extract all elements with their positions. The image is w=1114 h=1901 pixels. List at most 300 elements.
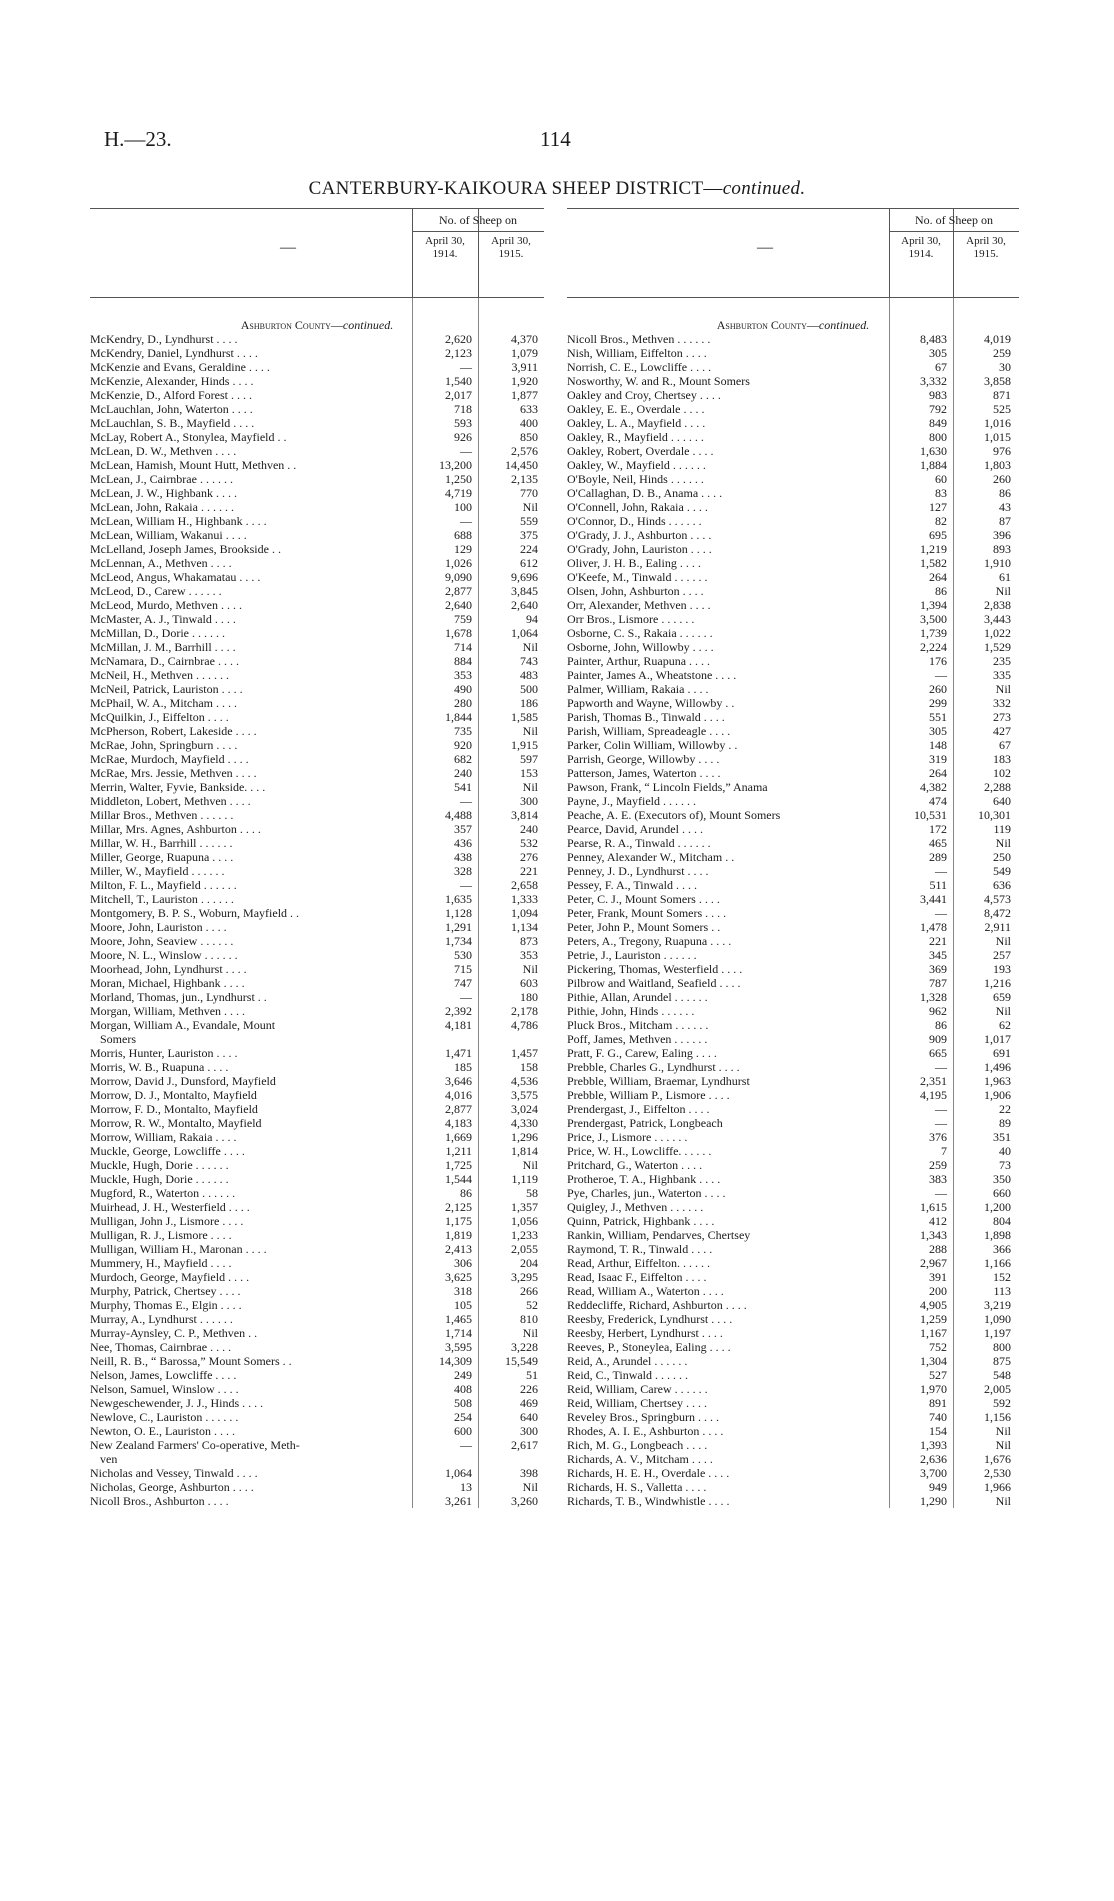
owner-name: O'Callaghan, D. B., Anama . . . . (567, 486, 723, 500)
sheep-1915: 976 (993, 444, 1011, 458)
sheep-1915: 273 (993, 710, 1011, 724)
table-row (90, 1102, 544, 1116)
table-row (90, 388, 544, 402)
table-row (90, 738, 544, 752)
sheep-1914: 4,719 (445, 486, 472, 500)
owner-name: Papworth and Wayne, Willowby . . (567, 696, 735, 710)
owner-name: Oliver, J. H. B., Ealing . . . . (567, 556, 701, 570)
sheep-1914: 1,471 (445, 1046, 472, 1060)
sheep-1915: 548 (993, 1368, 1011, 1382)
sheep-1915: 350 (993, 1172, 1011, 1186)
sheep-1914: 305 (929, 724, 947, 738)
owner-name: McLeod, D., Carew . . . . . . (90, 584, 222, 598)
table-row (567, 1312, 1019, 1326)
owner-name: Muirhead, J. H., Westerfield . . . . (90, 1200, 250, 1214)
owner-name: McLauchlan, S. B., Mayfield . . . . (90, 416, 255, 430)
sheep-1915: 4,019 (984, 332, 1011, 346)
sheep-1914: 254 (454, 1410, 472, 1424)
sheep-1914: 891 (929, 1396, 947, 1410)
sheep-1915: 1,585 (511, 710, 538, 724)
table-row (567, 654, 1019, 668)
sheep-1915: Nil (995, 934, 1011, 948)
sheep-1915: 94 (526, 612, 538, 626)
owner-name: Nee, Thomas, Cairnbrae . . . . (90, 1340, 232, 1354)
sheep-1914: 1,544 (445, 1172, 472, 1186)
owner-name: McKenzie, D., Alford Forest . . . . (90, 388, 252, 402)
owner-name: Richards, H. E. H., Overdale . . . . (567, 1466, 730, 1480)
sheep-1915: 87 (999, 514, 1011, 528)
sheep-1914: — (460, 360, 472, 374)
table-row (90, 1340, 544, 1354)
owner-name: Prendergast, Patrick, Longbeach (567, 1116, 723, 1130)
owner-name: Pearse, R. A., Tinwald . . . . . . (567, 836, 711, 850)
sheep-1914: 1,540 (445, 374, 472, 388)
table-row (567, 1074, 1019, 1088)
table-row (567, 1116, 1019, 1130)
owner-name: McQuilkin, J., Eiffelton . . . . (90, 710, 229, 724)
sheep-1915: 2,911 (984, 920, 1011, 934)
table-row (90, 822, 544, 836)
sheep-1914: — (460, 444, 472, 458)
sheep-1914: 288 (929, 1242, 947, 1256)
owner-name: O'Connell, John, Rakaia . . . . (567, 500, 708, 514)
sheep-1914: 1,175 (445, 1214, 472, 1228)
sheep-1914: 1,290 (920, 1494, 947, 1508)
sheep-1914: 83 (935, 486, 947, 500)
table-row (567, 724, 1019, 738)
sheep-1914: 3,700 (920, 1466, 947, 1480)
table-row (567, 1172, 1019, 1186)
sheep-1914: 600 (454, 1424, 472, 1438)
table-row (567, 332, 1019, 346)
sheep-1914: 376 (929, 1130, 947, 1144)
table-row (90, 1200, 544, 1214)
table-row (567, 850, 1019, 864)
sheep-1915: 804 (993, 1214, 1011, 1228)
table-row (90, 668, 544, 682)
sheep-1914: 1,328 (920, 990, 947, 1004)
sheep-1915: Nil (995, 1424, 1011, 1438)
sheep-1915: 260 (993, 472, 1011, 486)
owner-name: McLauchlan, John, Waterton . . . . (90, 402, 253, 416)
sheep-1915: 58 (526, 1186, 538, 1200)
owner-name: Reesby, Frederick, Lyndhurst . . . . (567, 1312, 733, 1326)
sheep-1914: 154 (929, 1424, 947, 1438)
owner-name: Oakley, E. E., Overdale . . . . (567, 402, 705, 416)
sheep-1915: 300 (520, 1424, 538, 1438)
sheep-1914: 319 (929, 752, 947, 766)
sheep-1914: — (460, 514, 472, 528)
sheep-1914: 7 (941, 1144, 947, 1158)
table-row (567, 738, 1019, 752)
sheep-1914: — (935, 668, 947, 682)
sheep-1914: 86 (935, 1018, 947, 1032)
table-row (567, 1368, 1019, 1382)
owner-name: Reeves, P., Stoneylea, Ealing . . . . (567, 1340, 731, 1354)
sheep-1915: 2,617 (511, 1438, 538, 1452)
owner-name: Oakley, W., Mayfield . . . . . . (567, 458, 706, 472)
owner-name: Read, Isaac F., Eiffelton . . . . (567, 1270, 707, 1284)
sheep-1914: 909 (929, 1032, 947, 1046)
owner-name: Nicoll Bros., Ashburton . . . . (90, 1494, 229, 1508)
owner-name: Morrow, William, Rakaia . . . . (90, 1130, 237, 1144)
table-row (90, 1480, 544, 1494)
sheep-1914: 391 (929, 1270, 947, 1284)
table-row (567, 892, 1019, 906)
owner-name: McPherson, Robert, Lakeside . . . . (90, 724, 257, 738)
table-row (90, 1382, 544, 1396)
sheep-1915: 4,370 (511, 332, 538, 346)
owner-name: Mitchell, T., Lauriston . . . . . . (90, 892, 234, 906)
sheep-1914: 14,309 (439, 1354, 472, 1368)
owner-name: Morrow, R. W., Montalto, Mayfield (90, 1116, 262, 1130)
table-row (567, 458, 1019, 472)
owner-name: Nicoll Bros., Methven . . . . . . (567, 332, 711, 346)
sheep-1915: 559 (520, 514, 538, 528)
owner-name: Reid, C., Tinwald . . . . . . (567, 1368, 689, 1382)
sheep-1915: Nil (522, 500, 538, 514)
owner-name: McLean, William, Wakanui . . . . (90, 528, 247, 542)
table-row (567, 556, 1019, 570)
owner-name: Richards, H. S., Valletta . . . . (567, 1480, 707, 1494)
sheep-1915: 2,640 (511, 598, 538, 612)
sheep-1915: 893 (993, 542, 1011, 556)
owner-name: Nosworthy, W. and R., Mount Somers (567, 374, 750, 388)
sheep-1914: 511 (929, 878, 947, 892)
table-row (567, 780, 1019, 794)
sheep-1914: 551 (929, 710, 947, 724)
owner-name: O'Connor, D., Hinds . . . . . . (567, 514, 702, 528)
table-row (90, 1424, 544, 1438)
sheep-1914: 1,219 (920, 542, 947, 556)
sheep-1915: 1,200 (984, 1200, 1011, 1214)
sheep-1914: 4,195 (920, 1088, 947, 1102)
sheep-1915: Nil (522, 640, 538, 654)
table-row (90, 402, 544, 416)
table-row (567, 1018, 1019, 1032)
sheep-1915: 1,357 (511, 1200, 538, 1214)
table-row (90, 1438, 544, 1452)
owner-name: Pickering, Thomas, Westerfield . . . . (567, 962, 743, 976)
owner-name: Parrish, George, Willowby . . . . (567, 752, 720, 766)
sheep-1915: 67 (999, 738, 1011, 752)
col-1915-heading: April 30, 1915. (966, 235, 1006, 260)
owner-name: Price, W. H., Lowcliffe. . . . . . (567, 1144, 712, 1158)
page-number: 114 (540, 127, 571, 151)
table-row (567, 906, 1019, 920)
sheep-1914: — (935, 1102, 947, 1116)
table-row (90, 444, 544, 458)
table-row (90, 1312, 544, 1326)
table-row (567, 1158, 1019, 1172)
table-row (90, 1032, 544, 1046)
owner-name: Pawson, Frank, “ Lincoln Fields,” Anama (567, 780, 768, 794)
right-rows (567, 332, 1019, 1508)
owner-name: Pilbrow and Waitland, Seafield . . . . (567, 976, 741, 990)
sheep-1914: 299 (929, 696, 947, 710)
table-row (90, 1284, 544, 1298)
table-row (567, 542, 1019, 556)
sheep-1914: 714 (454, 640, 472, 654)
owner-name: Reveley Bros., Springburn . . . . (567, 1410, 719, 1424)
table-row (567, 920, 1019, 934)
sheep-1914: 185 (454, 1060, 472, 1074)
owner-name: McLean, D. W., Methven . . . . (90, 444, 237, 458)
owner-name: Muckle, Hugh, Dorie . . . . . . (90, 1158, 229, 1172)
table-row (567, 1396, 1019, 1410)
sheep-1915: 398 (520, 1466, 538, 1480)
table-row (567, 864, 1019, 878)
table-row (90, 808, 544, 822)
sheep-1914: 1,064 (445, 1466, 472, 1480)
sheep-1915: 2,055 (511, 1242, 538, 1256)
sheep-1915: 810 (520, 1312, 538, 1326)
sheep-1914: 105 (454, 1298, 472, 1312)
sheep-1915: 469 (520, 1396, 538, 1410)
owner-name: McLean, John, Rakaia . . . . . . (90, 500, 234, 514)
owner-name: Petrie, J., Lauriston . . . . . . (567, 948, 697, 962)
owner-name: Mugford, R., Waterton . . . . . . (90, 1186, 236, 1200)
owner-name: McNamara, D., Cairnbrae . . . . (90, 654, 239, 668)
table-row (90, 1186, 544, 1200)
sheep-1914: 259 (929, 1158, 947, 1172)
owner-name: McLeod, Murdo, Methven . . . . (90, 598, 242, 612)
sheep-1915: 226 (520, 1382, 538, 1396)
table-row (567, 626, 1019, 640)
right-table (567, 208, 1019, 1508)
owner-name: McMaster, A. J., Tinwald . . . . (90, 612, 236, 626)
sheep-1915: Nil (522, 724, 538, 738)
sheep-1915: 592 (993, 1396, 1011, 1410)
table-row (90, 1368, 544, 1382)
sheep-1915: 3,911 (511, 360, 538, 374)
sheep-1915: 636 (993, 878, 1011, 892)
sheep-1915: 266 (520, 1284, 538, 1298)
owner-name: Parker, Colin William, Willowby . . (567, 738, 738, 752)
owner-name: Murray-Aynsley, C. P., Methven . . (90, 1326, 258, 1340)
sheep-1914: 306 (454, 1256, 472, 1270)
table-row (567, 514, 1019, 528)
owner-name: Morris, W. B., Ruapuna . . . . (90, 1060, 229, 1074)
table-row (567, 1382, 1019, 1396)
sheep-1914: 541 (454, 780, 472, 794)
owner-name: Rankin, William, Pendarves, Chertsey (567, 1228, 751, 1242)
table-row (567, 388, 1019, 402)
sheep-1915: 4,330 (511, 1116, 538, 1130)
sheep-1914: 983 (929, 388, 947, 402)
sheep-1915: 1,963 (984, 1074, 1011, 1088)
owner-name: Nelson, James, Lowcliffe . . . . (90, 1368, 237, 1382)
table-row (90, 514, 544, 528)
owner-name: Miller, George, Ruapuna . . . . (90, 850, 234, 864)
table-row (90, 850, 544, 864)
table-row (567, 1144, 1019, 1158)
sheep-1914: — (460, 1438, 472, 1452)
sheep-1914: 527 (929, 1368, 947, 1382)
sheep-1914: 593 (454, 416, 472, 430)
owner-name: Newgeschewender, J. J., Hinds . . . . (90, 1396, 264, 1410)
sheep-1914: 792 (929, 402, 947, 416)
table-row (567, 640, 1019, 654)
table-row (90, 1466, 544, 1480)
sheep-1914: 800 (929, 430, 947, 444)
sheep-1915: 15,549 (505, 1354, 538, 1368)
sheep-1915: 3,858 (984, 374, 1011, 388)
table-row (90, 654, 544, 668)
right-column-header (567, 208, 1019, 298)
owner-name: Nelson, Samuel, Winslow . . . . (90, 1382, 239, 1396)
sheep-1914: 2,017 (445, 388, 472, 402)
sheep-1915: 332 (993, 696, 1011, 710)
owner-name: Millar, W. H., Barrhill . . . . . . (90, 836, 233, 850)
sheep-1915: 61 (999, 570, 1011, 584)
table-row (90, 962, 544, 976)
sheep-1914: 1,026 (445, 556, 472, 570)
sheep-1915: 612 (520, 556, 538, 570)
sheep-1915: 633 (520, 402, 538, 416)
table-row (567, 822, 1019, 836)
sheep-1915: 102 (993, 766, 1011, 780)
owner-name: Nish, William, Eiffelton . . . . (567, 346, 707, 360)
owner-name: Pearce, David, Arundel . . . . (567, 822, 703, 836)
owner-name: Poff, James, Methven . . . . . . (567, 1032, 708, 1046)
sheep-1914: 682 (454, 752, 472, 766)
col-1914-heading: April 30, 1914. (901, 235, 941, 260)
owner-name: Patterson, James, Waterton . . . . (567, 766, 721, 780)
sheep-1915: Nil (995, 1438, 1011, 1452)
sheep-1914: 474 (929, 794, 947, 808)
sheep-1915: 427 (993, 724, 1011, 738)
sheep-1914: 465 (929, 836, 947, 850)
sheep-1915: 3,024 (511, 1102, 538, 1116)
table-row (90, 836, 544, 850)
owner-name: Palmer, William, Rakaia . . . . (567, 682, 709, 696)
owner-name: Osborne, C. S., Rakaia . . . . . . (567, 626, 713, 640)
sheep-1914: 926 (454, 430, 472, 444)
owner-name: Pritchard, G., Waterton . . . . (567, 1158, 703, 1172)
table-row (567, 1186, 1019, 1200)
sheep-1914: 1,669 (445, 1130, 472, 1144)
owner-name: Reid, A., Arundel . . . . . . (567, 1354, 688, 1368)
sheep-1915: 51 (526, 1368, 538, 1382)
sheep-1915: 40 (999, 1144, 1011, 1158)
sheep-1914: 408 (454, 1382, 472, 1396)
table-row (567, 472, 1019, 486)
owner-name: Rhodes, A. I. E., Ashburton . . . . (567, 1424, 724, 1438)
owner-name: Olsen, John, Ashburton . . . . (567, 584, 704, 598)
sheep-1914: 4,181 (445, 1018, 472, 1032)
sheep-1914: 1,167 (920, 1326, 947, 1340)
sheep-1914: 2,967 (920, 1256, 947, 1270)
sheep-1915: 89 (999, 1116, 1011, 1130)
owner-name: Pithie, Allan, Arundel . . . . . . (567, 990, 708, 1004)
table-row (567, 1130, 1019, 1144)
owner-name: Penney, J. D., Lyndhurst . . . . (567, 864, 709, 878)
sheep-1915: Nil (522, 1480, 538, 1494)
sheep-1915: 1,094 (511, 906, 538, 920)
owner-name: Mulligan, William H., Maronan . . . . (90, 1242, 267, 1256)
sheep-1915: 1,966 (984, 1480, 1011, 1494)
sheep-1914: 718 (454, 402, 472, 416)
sheep-1914: 920 (454, 738, 472, 752)
sheep-1915: 532 (520, 836, 538, 850)
table-row (90, 1396, 544, 1410)
table-row (90, 1452, 544, 1466)
sheep-1914: 1,582 (920, 556, 947, 570)
table-row (90, 892, 544, 906)
sheep-1914: 1,739 (920, 626, 947, 640)
table-row (567, 1032, 1019, 1046)
sheep-1915: 14,450 (505, 458, 538, 472)
owner-name: Prebble, William P., Lismore . . . . (567, 1088, 730, 1102)
sheep-1915: 8,472 (984, 906, 1011, 920)
sheep-1915: 4,573 (984, 892, 1011, 906)
sheep-1914: 949 (929, 1480, 947, 1494)
sheep-1915: 375 (520, 528, 538, 542)
sheep-1915: 1,233 (511, 1228, 538, 1242)
sheep-1914: 260 (929, 682, 947, 696)
table-row (90, 1326, 544, 1340)
sheep-1914: 530 (454, 948, 472, 962)
owner-name: Peters, A., Tregony, Ruapuna . . . . (567, 934, 732, 948)
sheep-1914: 10,531 (914, 808, 947, 822)
owner-name: Pithie, John, Hinds . . . . . . (567, 1004, 695, 1018)
sheep-1914: 1,970 (920, 1382, 947, 1396)
sheep-1914: 962 (929, 1004, 947, 1018)
table-row (90, 360, 544, 374)
sheep-1914: — (935, 864, 947, 878)
table-row (567, 444, 1019, 458)
table-row (567, 500, 1019, 514)
owner-name: ven (100, 1452, 118, 1466)
sheep-1914: 86 (935, 584, 947, 598)
sheep-1915: 10,301 (978, 808, 1011, 822)
sheep-1914: 688 (454, 528, 472, 542)
sheep-1915: 1,457 (511, 1046, 538, 1060)
table-row (90, 640, 544, 654)
sheep-1915: 1,676 (984, 1452, 1011, 1466)
sheep-1915: 86 (999, 486, 1011, 500)
sheep-1915: 3,260 (511, 1494, 538, 1508)
table-row (90, 780, 544, 794)
sheep-1915: 259 (993, 346, 1011, 360)
district-title-suffix: continued. (722, 178, 806, 199)
sheep-1915: 2,288 (984, 780, 1011, 794)
sheep-1914: 60 (935, 472, 947, 486)
owner-name: Protheroe, T. A., Highbank . . . . (567, 1172, 721, 1186)
sheep-1914: 2,224 (920, 640, 947, 654)
owner-name: Reesby, Herbert, Lyndhurst . . . . (567, 1326, 723, 1340)
table-row (567, 528, 1019, 542)
table-row (567, 1102, 1019, 1116)
table-row (90, 598, 544, 612)
sheep-1915: 250 (993, 850, 1011, 864)
owner-name: Payne, J., Mayfield . . . . . . (567, 794, 696, 808)
sheep-on-heading: No. of Sheep on (412, 213, 544, 232)
sheep-1914: 849 (929, 416, 947, 430)
sheep-1914: 1,678 (445, 626, 472, 640)
table-row (567, 1046, 1019, 1060)
owner-name: McRae, John, Springburn . . . . (90, 738, 238, 752)
sheep-1915: 30 (999, 360, 1011, 374)
table-row (90, 682, 544, 696)
sheep-1915: 483 (520, 668, 538, 682)
table-row (567, 934, 1019, 948)
owner-name: Parish, Thomas B., Tinwald . . . . (567, 710, 725, 724)
sheep-1915: 152 (993, 1270, 1011, 1284)
owner-name: McNeil, H., Methven . . . . . . (90, 668, 229, 682)
sheep-1915: 183 (993, 752, 1011, 766)
